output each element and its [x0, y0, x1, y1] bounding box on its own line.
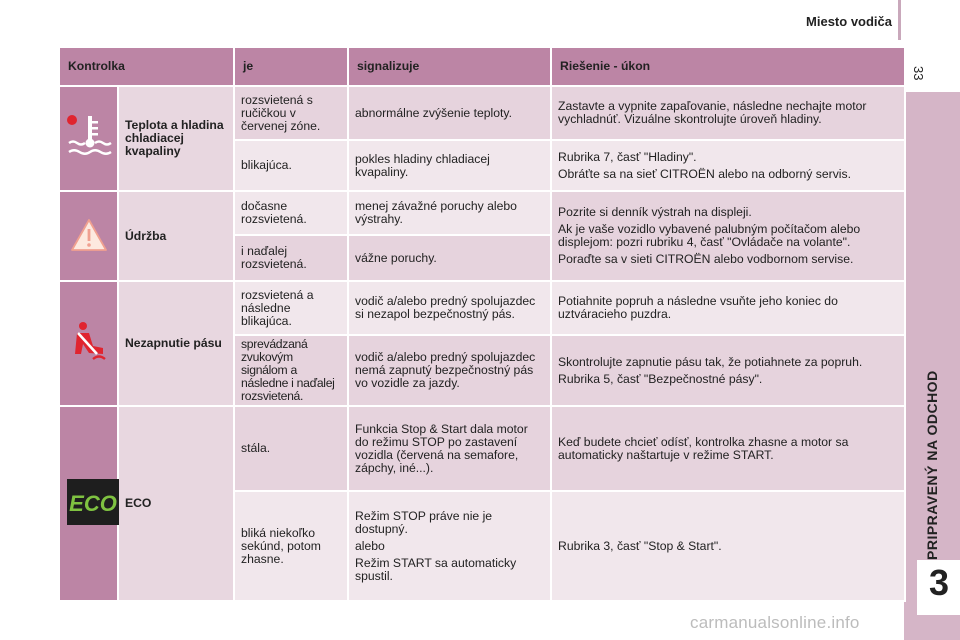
maintenance-icon-cell: [59, 191, 118, 281]
meaning-text: vodič a/alebo predný spolujazdec nemá zapnutý bezpečnostný pás vo vozidle za jazdy.: [355, 350, 536, 390]
action-text: Skontrolujte zapnutie pásu tak, že potiahnete za popruh.: [558, 354, 863, 369]
action-text: Obráťte sa na sieť CITROËN alebo na odborný servis.: [558, 166, 851, 181]
table-row: [59, 406, 905, 491]
meaning-cell: [348, 491, 551, 601]
eco-icon-text: ECO: [69, 491, 117, 516]
action-text: Rubrika 3, časť "Stop & Start".: [558, 538, 722, 553]
meaning-cell: [348, 86, 551, 140]
column-header-signalizuje: signalizuje: [348, 47, 551, 86]
table-row: [59, 281, 905, 335]
group-name-coolant: Teplota a hladina chladiacej kvapaliny: [118, 86, 234, 191]
meaning-text: alebo: [355, 538, 385, 553]
meaning-text: vážne poruchy.: [355, 250, 437, 265]
seatbelt-icon-cell: [59, 281, 118, 406]
header-rule: [898, 0, 901, 40]
state-cell: i naďalej rozsvietená.: [234, 235, 348, 281]
action-cell: [551, 491, 905, 601]
chapter-label: PRIPRAVENÝ NA ODCHOD: [924, 370, 940, 560]
eco-icon-cell: [59, 406, 118, 601]
warning-triangle-icon: [69, 217, 109, 253]
action-cell: [551, 191, 905, 281]
meaning-text: Režim STOP práve nie je dostupný.: [355, 508, 493, 536]
action-text: Rubrika 5, časť "Bezpečnostné pásy".: [558, 371, 763, 386]
seatbelt-icon: [69, 320, 109, 364]
action-cell: [551, 140, 905, 191]
chapter-number: 3: [929, 562, 950, 603]
meaning-text: Režim START sa automaticky spustil.: [355, 555, 517, 583]
warning-lights-table: [58, 46, 906, 602]
meaning-text: Funkcia Stop & Start dala motor do režimu STOP po zastavení vozidla (červená na semafore, zápchy, iné...).: [355, 421, 528, 475]
action-cell: [551, 86, 905, 140]
meaning-cell: [348, 335, 551, 406]
eco-icon: [66, 477, 120, 527]
action-cell: [551, 281, 905, 335]
action-text: Zastavte a vypnite zapaľovanie, následne nechajte motor vychladnúť. Vizuálne skontrolujte úroveň hladiny.: [558, 99, 867, 126]
action-text: Ak je vaše vozidlo vybavené palubným počítačom alebo displejom: pozri rubriku 4, časť "Ovládače na volante".: [558, 222, 861, 249]
coolant-icon-cell: [59, 86, 118, 191]
group-name-eco: ECO: [118, 406, 234, 601]
meaning-cell: [348, 140, 551, 191]
state-cell: rozsvietená s ručičkou v červenej zóne.: [234, 86, 348, 140]
state-cell: bliká niekoľko sekúnd, potom zhasne.: [234, 491, 348, 601]
table-row: [59, 191, 905, 235]
meaning-text: vodič a/alebo predný spolujazdec si nezapol bezpečnostný pás.: [355, 294, 536, 321]
state-cell: stála.: [234, 406, 348, 491]
meaning-cell: [348, 406, 551, 491]
meaning-text: menej závažné poruchy alebo výstrahy.: [355, 199, 517, 226]
meaning-cell: [348, 281, 551, 335]
meaning-text: pokles hladiny chladiacej kvapaliny.: [355, 151, 490, 179]
watermark: carmanualsonline.info: [690, 613, 860, 632]
table-row: [59, 86, 905, 140]
page-number: 33: [911, 66, 926, 81]
coolant-temperature-icon: [66, 112, 114, 162]
action-text: Keď budete chcieť odísť, kontrolka zhasne a motor sa automaticky naštartuje v režime START.: [558, 434, 849, 462]
action-cell: [551, 335, 905, 406]
action-text: Potiahnite popruh a následne vsuňte jeho koniec do uztváracieho puzdra.: [558, 294, 838, 321]
meaning-cell: [348, 191, 551, 235]
section-title: Miesto vodiča: [806, 14, 892, 29]
state-cell: rozsvietená a následne blikajúca.: [234, 281, 348, 335]
column-header-riesenie: Riešenie - úkon: [551, 47, 905, 86]
action-text: Rubrika 7, časť "Hladiny".: [558, 149, 697, 164]
meaning-text: abnormálne zvýšenie teploty.: [355, 105, 512, 120]
state-cell: dočasne rozsvietená.: [234, 191, 348, 235]
state-cell: blikajúca.: [234, 140, 348, 191]
table-header-row: [59, 47, 905, 86]
state-cell: sprevádzaná zvukovým signálom a následne i naďalej rozsvietená.: [234, 335, 348, 406]
column-header-je: je: [234, 47, 348, 86]
column-header-kontrolka: Kontrolka: [59, 47, 234, 86]
group-name-maintenance: Údržba: [118, 191, 234, 281]
group-name-seatbelt: Nezapnutie pásu: [118, 281, 234, 406]
action-cell: [551, 406, 905, 491]
meaning-cell: [348, 235, 551, 281]
action-text: Pozrite si denník výstrah na displeji.: [558, 205, 752, 219]
action-text: Poraďte sa v sieti CITROËN alebo vodbornom servise.: [558, 252, 854, 266]
